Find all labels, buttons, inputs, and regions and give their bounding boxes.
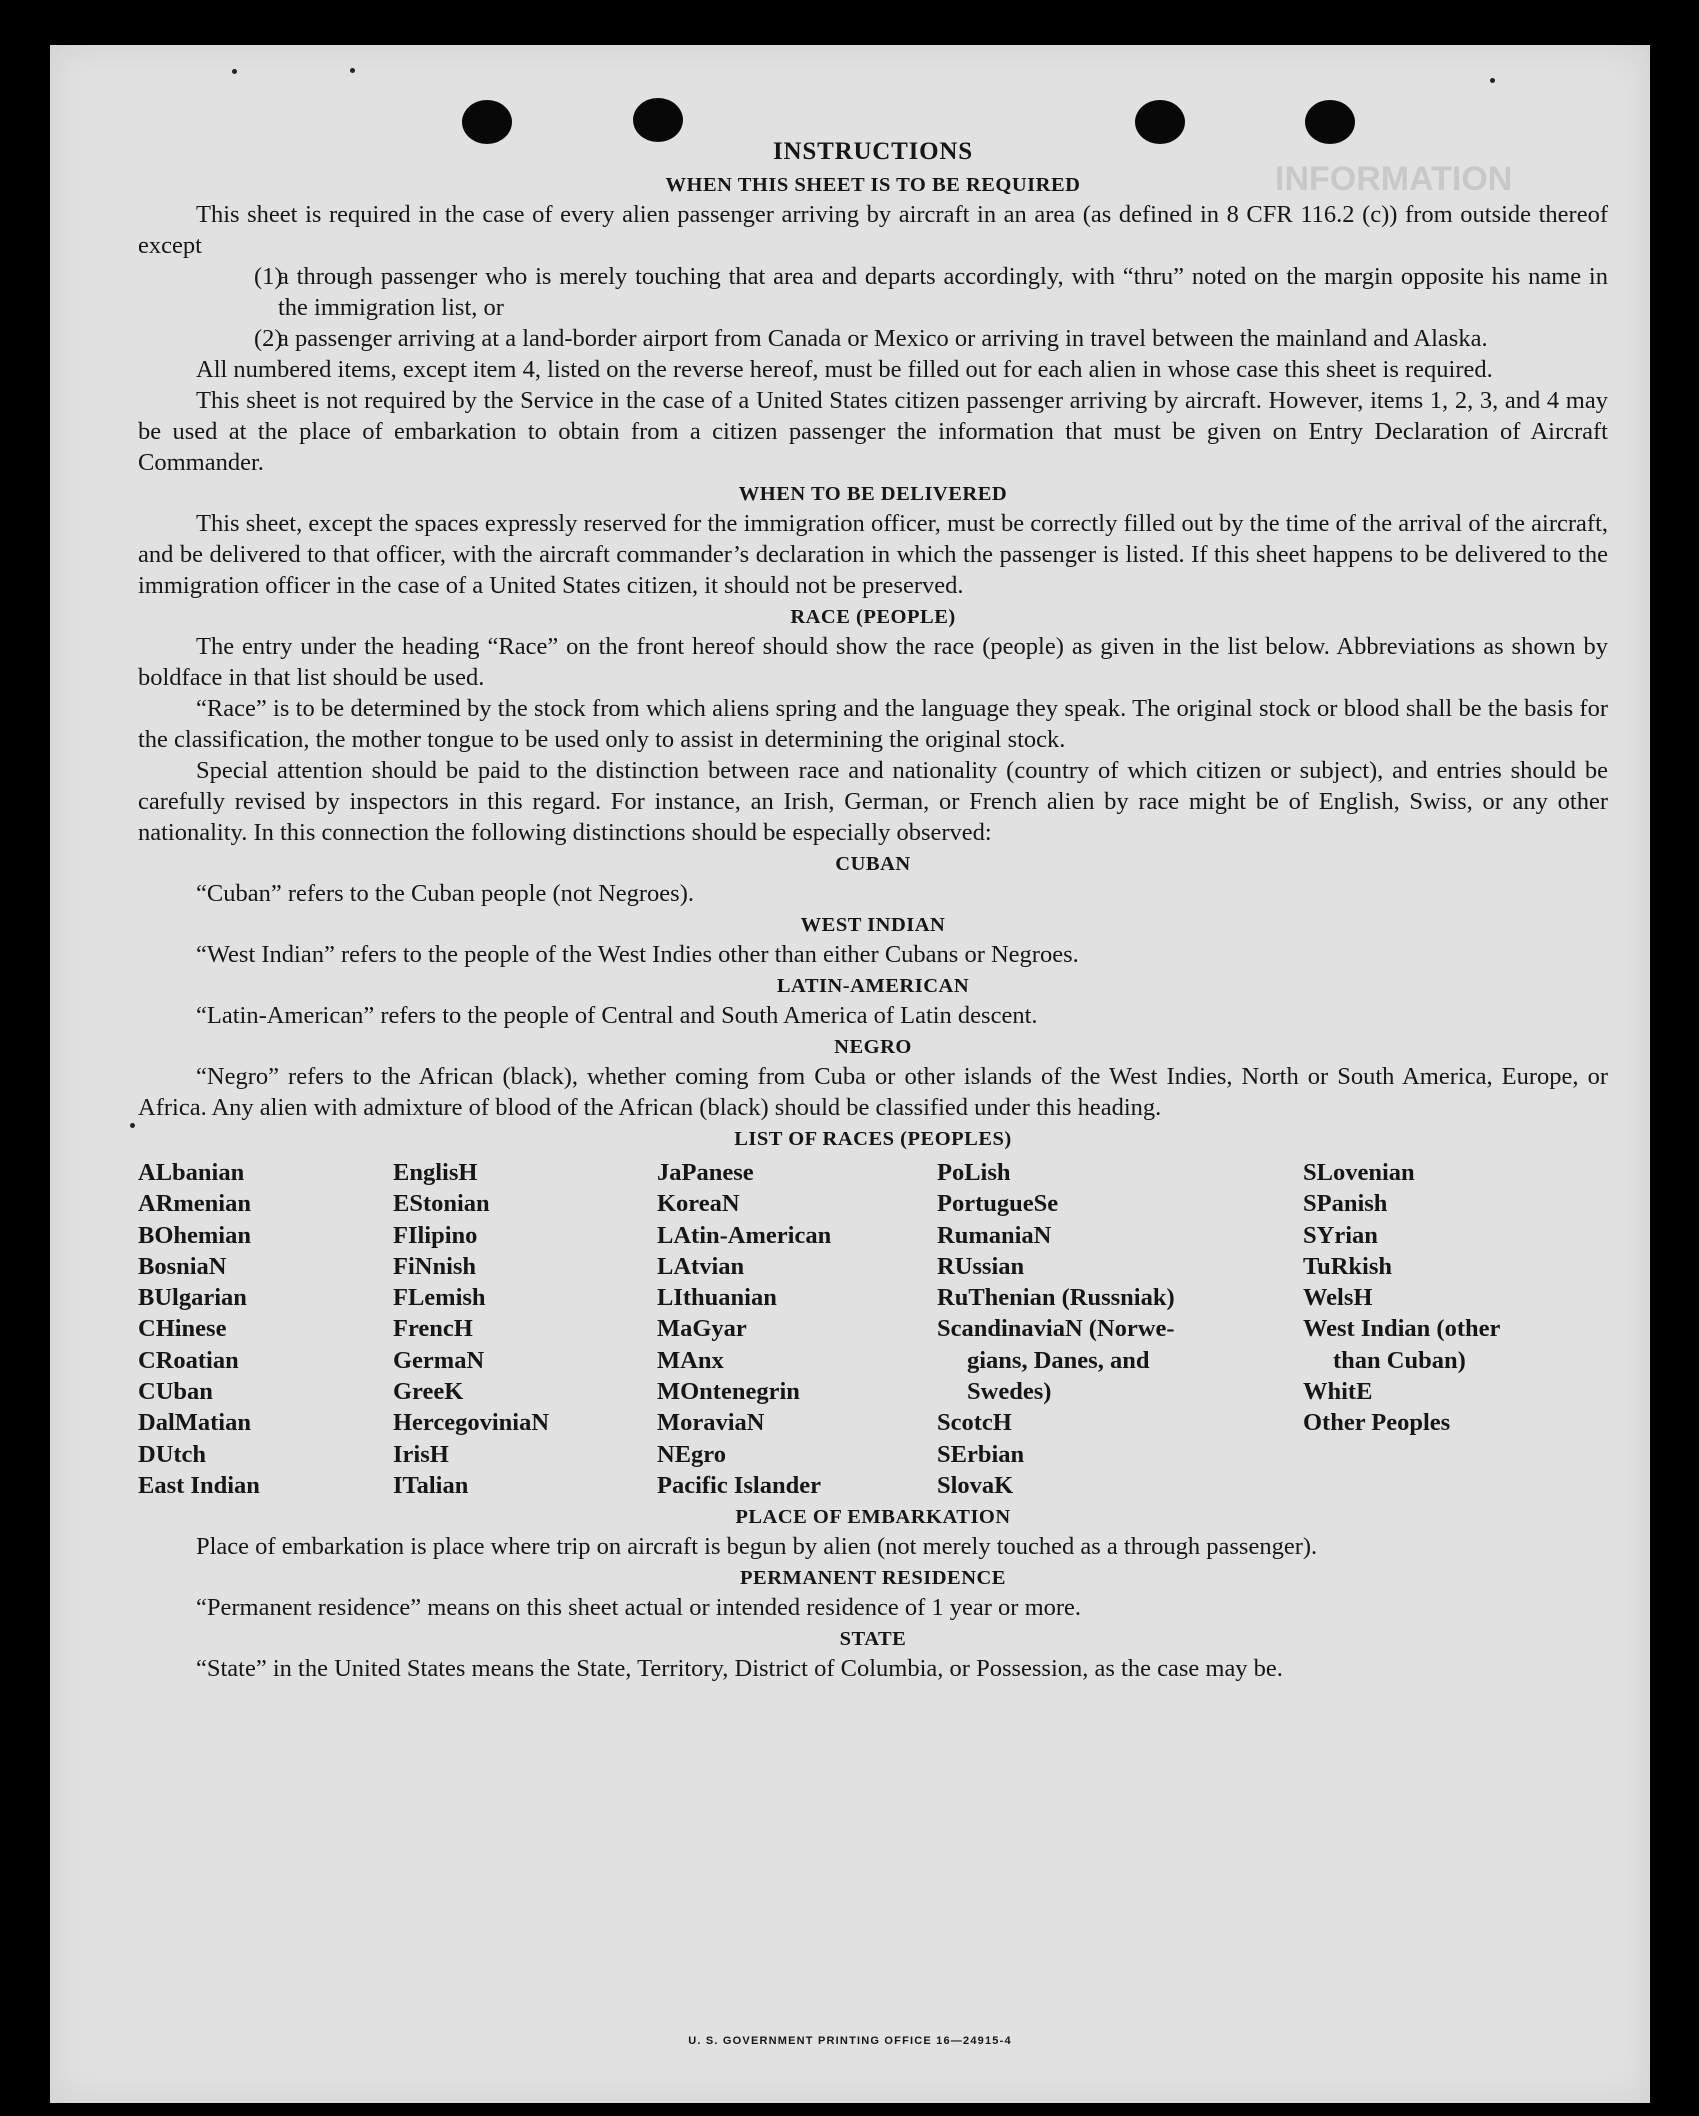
race-entry: MAnx (657, 1346, 724, 1374)
speck (1490, 78, 1495, 83)
paragraph: Special attention should be paid to the distinction between race and nationality (country of which citizen or subject), and entries should be carefully revised by inspectors in this regard. For instance, an Irish, German, or French alien by race might be of English, Swiss, or any other nationality. In this connection the following distinctions should be especially observed: (138, 757, 1608, 846)
race-entry: SPanish (1303, 1190, 1388, 1218)
races-column (138, 1157, 393, 1501)
races-column (657, 1157, 937, 1501)
speck (232, 69, 237, 74)
race-entry: SErbian (937, 1440, 1025, 1468)
section-heading: WHEN TO BE DELIVERED (738, 483, 1008, 505)
races-column (1303, 1157, 1583, 1501)
race-entry: RumaniaN (937, 1221, 1052, 1249)
race-entry: FiNnish (393, 1252, 477, 1280)
paragraph: Place of embarkation is place where trip on aircraft is begun by alien (not merely touched as a through passenger). (196, 1533, 1318, 1561)
race-entry: West Indian (other (1303, 1315, 1501, 1343)
paragraph: “State” in the United States means the State, Territory, District of Columbia, or Possession, as the case may be. (196, 1655, 1283, 1683)
race-entry: LAtvian (657, 1252, 745, 1280)
races-column (937, 1157, 1303, 1501)
race-entry: HercegoviniaN (393, 1409, 550, 1437)
race-entry: East Indian (138, 1471, 260, 1499)
list-item (138, 323, 1608, 354)
race-entry: TuRkish (1303, 1252, 1393, 1280)
paragraph: “Permanent residence” means on this sheet actual or intended residence of 1 year or more. (196, 1594, 1082, 1622)
race-entry: DUtch (138, 1440, 207, 1468)
race-entry: BosniaN (138, 1252, 227, 1280)
race-entry: CUban (138, 1378, 213, 1406)
paragraph: “Negro” refers to the African (black), whether coming from Cuba or other islands of the West Indies, North or South America, Europe, or Africa. Any alien with admixture of blood of the African (black) should be classified under this heading. (138, 1063, 1608, 1121)
race-entry: NEgro (657, 1440, 726, 1468)
race-entry: ScandinaviaN (Norwe- (937, 1315, 1175, 1343)
paragraph: This sheet, except the spaces expressly reserved for the immigration officer, must be correctly filled out by the time of the arrival of the aircraft, and be delivered to that officer, with the aircraft commander’s declaration in which the passenger is listed. If this sheet happens to be delivered to the immigration officer in the case of a United States citizen, it should not be preserved. (138, 510, 1608, 599)
race-entry: MoraviaN (657, 1409, 765, 1437)
races-list (138, 1157, 1608, 1501)
race-entry: SYrian (1303, 1221, 1378, 1249)
race-entry: GermaN (393, 1346, 485, 1374)
race-entry: ScotcH (937, 1409, 1012, 1437)
paragraph: All numbered items, except item 4, listed on the reverse hereof, must be filled out for each alien in whose case this sheet is required. (196, 356, 1493, 383)
race-entry: IrisH (393, 1440, 449, 1468)
paragraph: “West Indian” refers to the people of the West Indies other than either Cubans or Negroes. (196, 941, 1079, 968)
race-entry: CRoatian (138, 1346, 239, 1374)
race-entry: GreeK (393, 1378, 464, 1406)
race-entry: ALbanian (138, 1159, 245, 1186)
section-heading: STATE (839, 1628, 907, 1651)
printer-imprint: U. S. GOVERNMENT PRINTING OFFICE 16—24915-4 (688, 2035, 1012, 2047)
paragraph: This sheet is not required by the Service in the case of a United States citizen passenger arriving by aircraft. However, items 1, 2, 3, and 4 may be used at the place of embarkation to obtain from a citizen passenger the information that must be given on Entry Declaration of Aircraft Commander. (138, 387, 1608, 476)
section-heading: RACE (PEOPLE) (790, 606, 956, 628)
race-entry: ITalian (393, 1471, 469, 1499)
section-heading: CUBAN (835, 853, 911, 875)
race-entry: FIlipino (393, 1221, 478, 1249)
speck (350, 68, 355, 73)
item-text: a passenger arriving at a land-border airport from Canada or Mexico or arriving in travel between the mainland and Alaska. (278, 325, 1488, 352)
race-entry: KoreaN (657, 1190, 740, 1218)
race-entry: SlovaK (937, 1471, 1014, 1499)
item-number: (2) (254, 325, 283, 352)
item-number: (1) (254, 263, 283, 290)
race-entry: CHinese (138, 1315, 227, 1343)
speck (130, 1123, 135, 1128)
race-entry: Pacific Islander (657, 1471, 821, 1499)
race-entry: SLovenian (1303, 1159, 1415, 1186)
instructions-body (138, 133, 1608, 1684)
races-column (393, 1157, 657, 1501)
paragraph: The entry under the heading “Race” on the front hereof should show the race (people) as given in the list below. Abbreviations as shown by boldface in that list should be used. (138, 633, 1608, 691)
race-entry-continued: than Cuban) (1333, 1346, 1466, 1374)
section-heading: NEGRO (834, 1036, 912, 1058)
race-entry: FLemish (393, 1284, 486, 1312)
race-entry: ARmenian (138, 1190, 251, 1218)
section-heading: LIST OF RACES (PEOPLES) (734, 1128, 1012, 1150)
section-heading: WHEN THIS SHEET IS TO BE REQUIRED (665, 174, 1081, 196)
section-heading: PERMANENT RESIDENCE (740, 1567, 1006, 1590)
paragraph: “Cuban” refers to the Cuban people (not Negroes). (196, 880, 694, 907)
race-entry-continued: Swedes) (967, 1378, 1052, 1406)
race-entry-continued: gians, Danes, and (967, 1346, 1150, 1374)
race-entry: LAtin-American (657, 1221, 832, 1249)
list-item (138, 261, 1608, 323)
race-entry: MOntenegrin (657, 1378, 800, 1406)
race-entry: WhitE (1303, 1378, 1373, 1406)
race-entry: RUssian (937, 1252, 1025, 1280)
race-entry: BOhemian (138, 1221, 251, 1249)
paragraph: “Latin-American” refers to the people of Central and South America of Latin descent. (196, 1002, 1038, 1029)
document-sheet (50, 45, 1650, 2103)
race-entry: LIthuanian (657, 1284, 777, 1312)
section-heading: WEST INDIAN (800, 914, 946, 936)
page-title: INSTRUCTIONS (773, 138, 973, 165)
race-entry: EnglisH (393, 1159, 478, 1186)
paragraph: This sheet is required in the case of every alien passenger arriving by aircraft in an area (as defined in 8 CFR 116.2 (c)) from outside thereof except (138, 201, 1608, 259)
bleedthrough-text: INFORMATION (1275, 160, 1513, 198)
race-entry: DalMatian (138, 1409, 251, 1437)
section-heading: LATIN-AMERICAN (776, 975, 970, 997)
race-entry: MaGyar (657, 1315, 747, 1343)
race-entry: WelsH (1303, 1284, 1373, 1312)
race-entry: JaPanese (657, 1159, 754, 1186)
race-entry: FrencH (393, 1315, 473, 1343)
item-text: a through passenger who is merely touching that area and departs accordingly, with “thru” noted on the margin opposite his name in the immigration list, or (278, 263, 1608, 321)
paragraph: “Race” is to be determined by the stock from which aliens spring and the language they speak. The original stock or blood shall be the basis for the classification, the mother tongue to be used only to assist in determining the original stock. (138, 695, 1608, 753)
race-entry: RuThenian (Russniak) (937, 1284, 1175, 1312)
section-heading: PLACE OF EMBARKATION (735, 1506, 1011, 1529)
race-entry: Other Peoples (1303, 1409, 1451, 1437)
race-entry: PortugueSe (937, 1190, 1059, 1218)
race-entry: BUlgarian (138, 1284, 247, 1312)
race-entry: PoLish (937, 1159, 1011, 1186)
race-entry: EStonian (393, 1190, 490, 1218)
